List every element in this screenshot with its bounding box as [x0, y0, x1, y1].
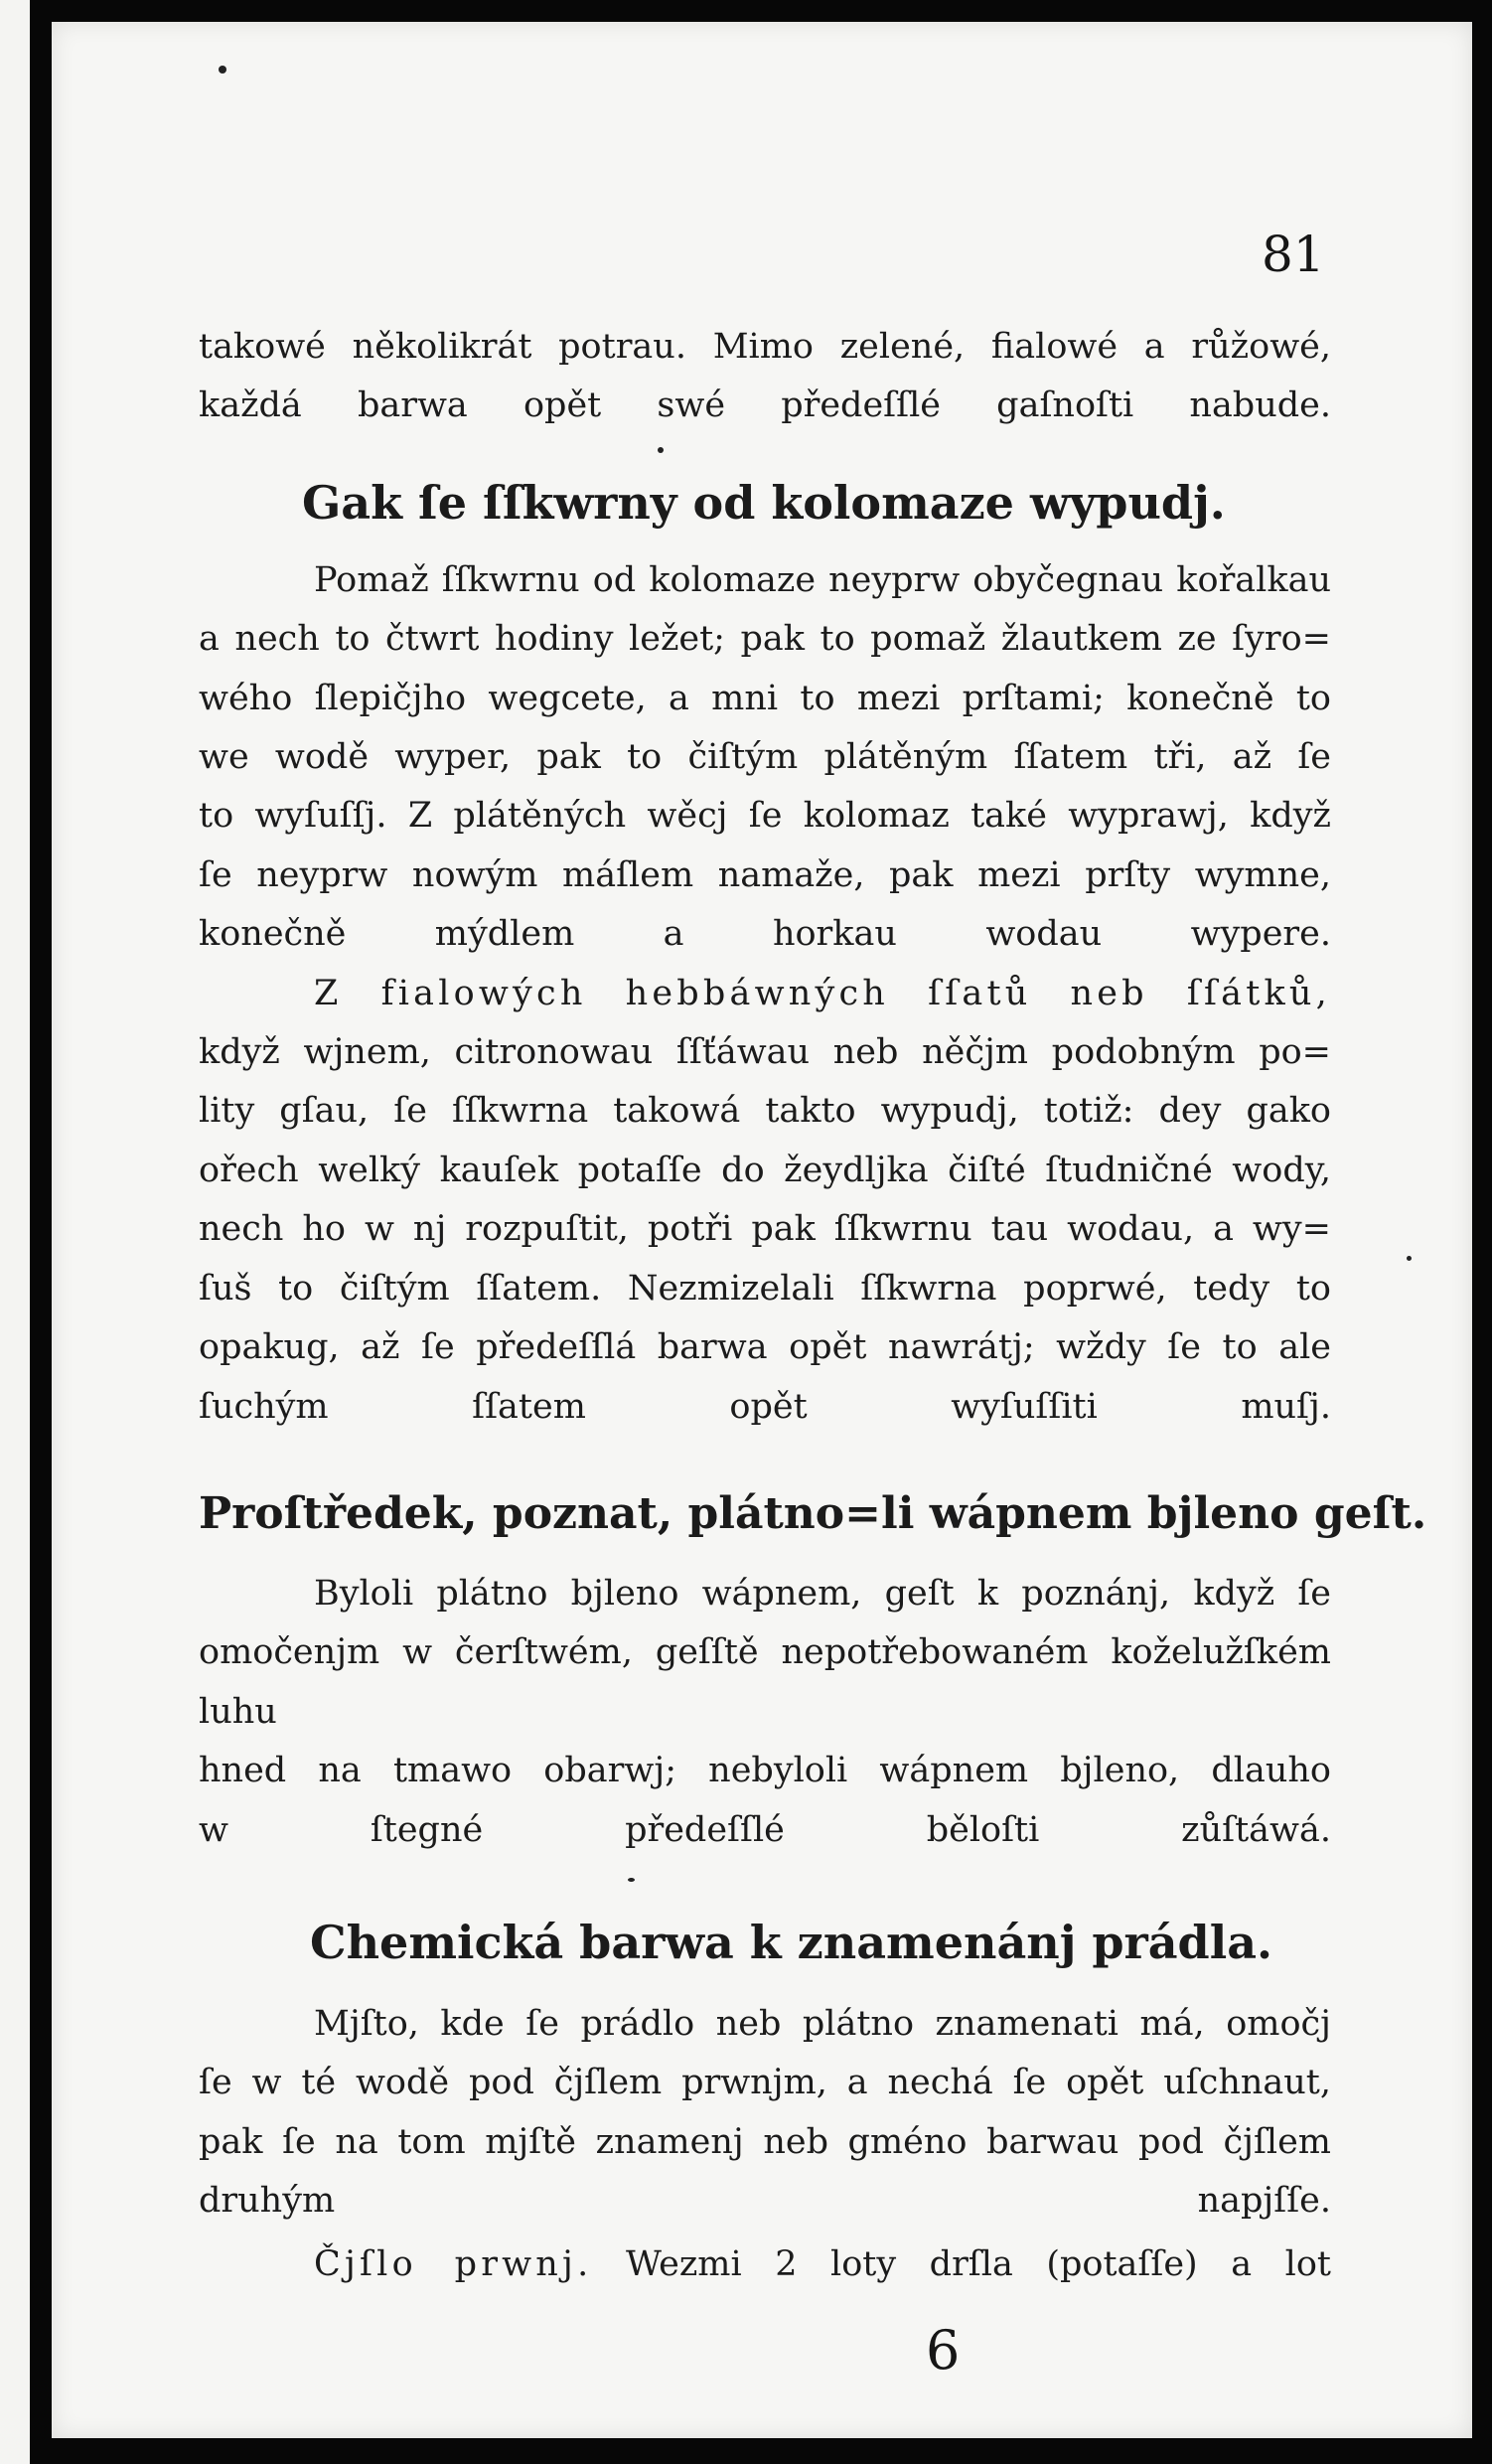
paragraph-solution-one — [199, 2235, 1331, 2294]
paragraph-lead-silk: Z fialowých hebbáwných ſſatů neb ſſátků, — [314, 973, 1331, 1013]
paragraph-grease-removal: Pomaž ſſkwrnu od kolomaze neyprw obyčegnau kořalkau a nech to čtwrt hodiny ležet; pak to pomaž žlautkem ze ſyro= wého ſlepičjho wegcete, a mni to mezi prſtami; konečně to we wodě wyper, pak to čiſtým plátěným ſſatem tři, až ſe to wyſuſſj. Z plátěných wěcj ſe kolomaz také wyprawj, když ſe neyprw nowým máſlem namaže, pak mezi prſty wymne, konečně mýdlem a horkau wodau wypere. — [199, 559, 1331, 955]
paragraph-lime-test: Byloli plátno bjleno wápnem, geſt k poznánj, když ſe omočenjm w čerſtwém, geſſtě nepotřebowaném koželužſkém luhu hned na tmawo obarwj; nebyloli wápnem bjleno, dlauho w ſtegné předeſſlé běloſti zůſtáwá. — [199, 1573, 1331, 1850]
paragraph-silk-body: když wjnem, citronowau ſſťáwau neb něčjm podobným po= lity gſau, ſe ſſkwrna takowá takto wypudj, totiž: dey gako ořech welký kauſek potaſſe do žeydljka čiſté ſtudničné wody, nech ho w nj rozpuſtit, potři pak ſſkwrnu tau wodau, a wy= ſuš to čiſtým ſſatem. Nezmizelali ſſkwrna poprwé, tedy to opakug, až ſe předeſſlá barwa opět nawrátj; wždy ſe to ale ſuchým ſſatem opět wyſuſſiti muſj. — [199, 1032, 1331, 1427]
page-number: 81 — [1262, 226, 1325, 283]
ink-speck — [219, 66, 226, 74]
paragraph-solution-one-body: Wezmi 2 loty drſla (potaſſe) a lot — [625, 2243, 1331, 2284]
paragraph-marking-method: Mjſto, kde ſe prádlo neb plátno znamenati má, omočj ſe w té wodě pod čjſlem prwnjm, a nechá ſe opět uſchnaut, pak ſe na tom mjſtě znamenj neb gméno barwau pod čjſlem druhým napjſſe. — [199, 2003, 1331, 2222]
signature-mark: 6 — [926, 2319, 961, 2382]
ink-speck — [628, 1878, 635, 1882]
heading-grease-stains: Gak ſe ſſkwrny od kolomaze wypudj. — [302, 475, 1226, 530]
book-page — [52, 22, 1472, 2438]
page-body — [199, 318, 1427, 2294]
ink-speck — [1407, 1256, 1412, 1261]
paragraph-silk-stains — [199, 965, 1331, 1437]
ink-speck — [658, 447, 664, 453]
left-page-edge — [0, 0, 30, 2464]
heading-marking-ink: Chemická barwa k znamenánj prádla. — [310, 1915, 1273, 1969]
paragraph-continuation: takowé několikrát potrau. Mimo zelené, fialowé a růžowé, každá barwa opět swé předeſſlé gaſnoſti nabude. — [199, 327, 1331, 426]
heading-lime-test: Proſtředek, poznat, plátno=li wápnem bjleno geſt. — [199, 1487, 1427, 1539]
paragraph-lead-solution-one: Čjſlo prwnj. — [314, 2243, 593, 2284]
